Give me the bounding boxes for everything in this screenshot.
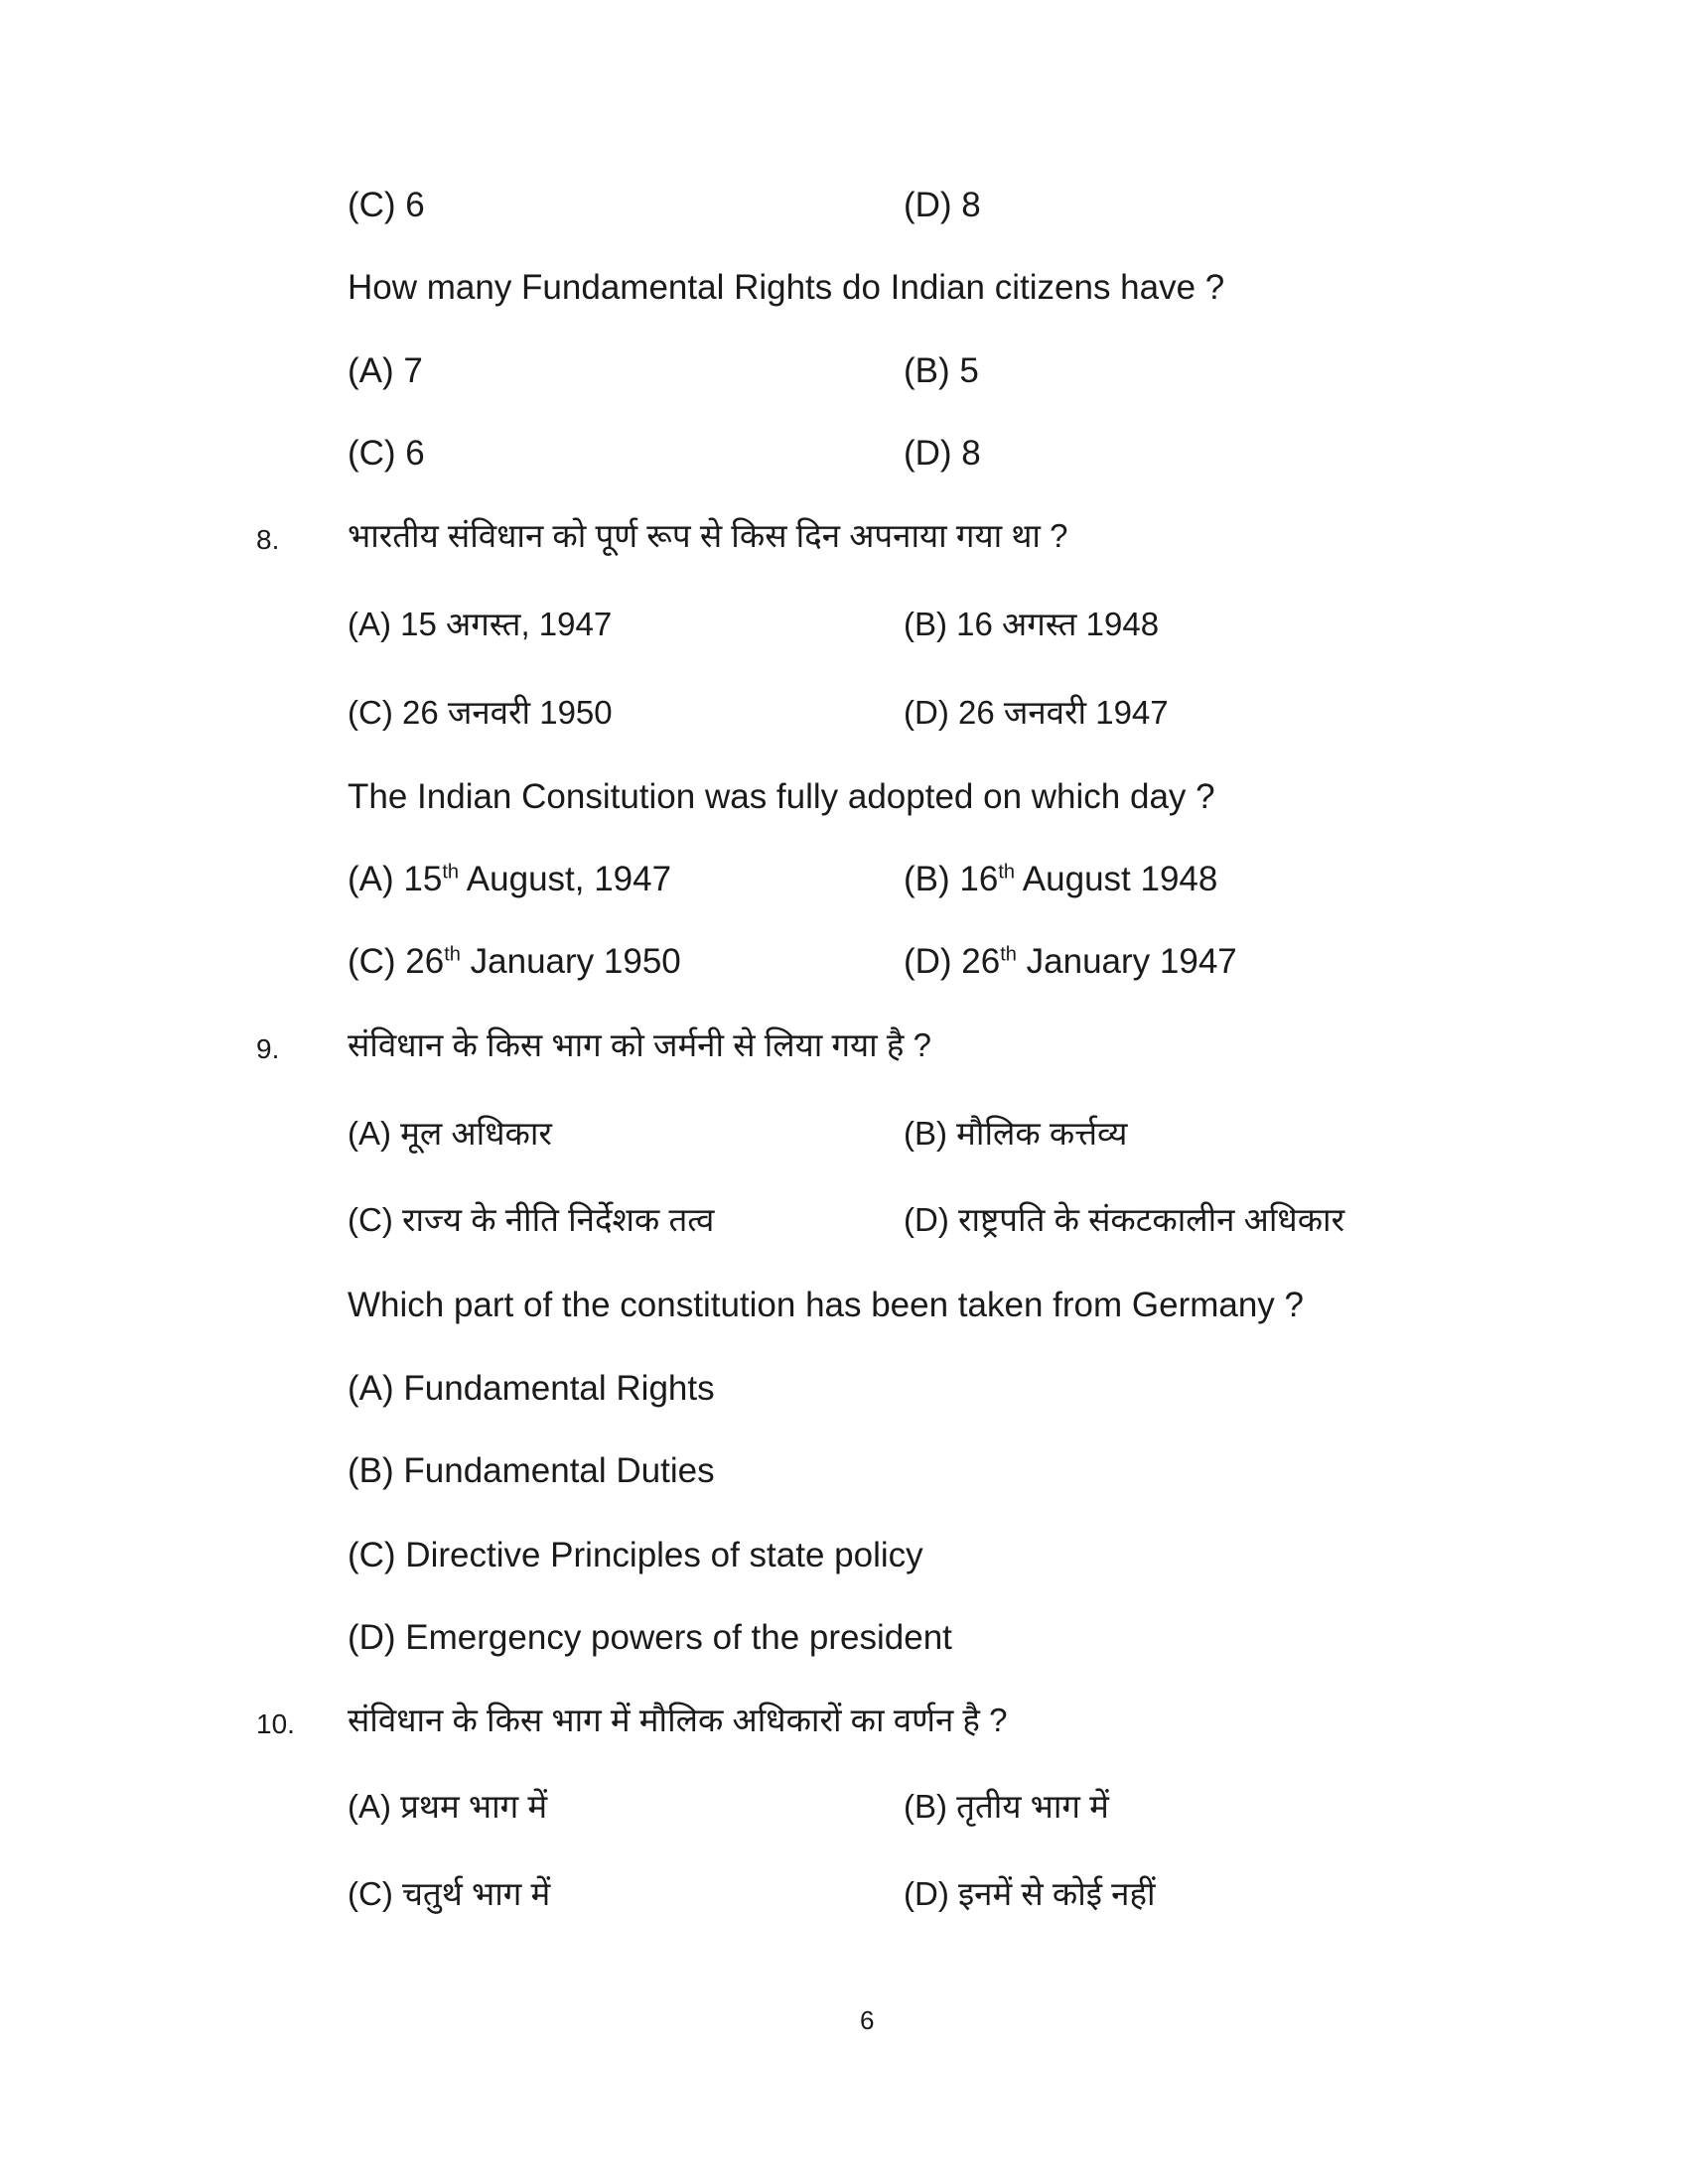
q10-hindi-option-d: (D) इनमें से कोई नहीं [904,1875,1156,1912]
q10-hindi-option-b: (B) तृतीय भाग में [904,1788,1109,1825]
q8-hindi-question: भारतीय संविधान को पूर्ण रूप से किस दिन अपनाया गया था ? [348,517,1068,554]
q10-number: 10. [256,1708,295,1739]
q8-hindi-option-d: (D) 26 जनवरी 1947 [904,694,1169,731]
q8-hindi-option-a: (A) 15 अगस्त, 1947 [348,606,613,642]
q9-hindi-question: संविधान के किस भाग को जर्मनी से लिया गया है ? [348,1026,931,1063]
q9-hindi-option-d: (D) राष्ट्रपति के संकटकालीन अधिकार [904,1201,1345,1238]
q9-hindi-option-b: (B) मौलिक कर्त्तव्य [904,1115,1128,1152]
q8-hindi-option-c: (C) 26 जनवरी 1950 [348,694,613,731]
q7-english-option-a: (A) 7 [348,351,423,390]
q9-hindi-option-a: (A) मूल अधिकार [348,1115,552,1152]
q9-hindi-option-c: (C) राज्य के नीति निर्देशक तत्व [348,1201,715,1238]
q7-english-option-b: (B) 5 [904,351,979,390]
option-text: (A) 15 [348,860,443,898]
q9-english-option-d: (D) Emergency powers of the president [348,1618,952,1657]
q8-english-option-b [904,860,1217,899]
option-text: January 1950 [460,942,681,981]
option-text: January 1947 [1016,942,1237,981]
q9-number: 9. [256,1033,280,1064]
option-text: August, 1947 [459,860,672,898]
q7-english-option-d: (D) 8 [904,434,981,473]
q8-english-question: The Indian Consitution was fully adopted on which day ? [348,777,1215,816]
q10-hindi-question: संविधान के किस भाग में मौलिक अधिकारों का वर्णन है ? [348,1702,1008,1738]
q10-hindi-option-c: (C) चतुर्थ भाग में [348,1875,551,1912]
q9-english-option-c: (C) Directive Principles of state policy [348,1536,923,1574]
q9-english-option-a: (A) Fundamental Rights [348,1369,715,1408]
q9-english-option-b: (B) Fundamental Duties [348,1451,715,1490]
q8-english-option-a [348,860,671,899]
q7-english-option-c: (C) 6 [348,434,425,473]
option-text: (C) 26 [348,942,445,981]
ordinal-suffix: th [1000,943,1017,966]
q8-hindi-option-b: (B) 16 अगस्त 1948 [904,606,1160,642]
q10-hindi-option-a: (A) प्रथम भाग में [348,1788,548,1825]
option-text: (D) 26 [904,942,1001,981]
ordinal-suffix: th [998,861,1015,884]
option-text: (B) 16 [904,860,999,898]
option-text: August 1948 [1015,860,1218,898]
q7-hindi-option-d: (D) 8 [904,186,981,224]
q8-number: 8. [256,524,280,555]
ordinal-suffix: th [442,861,459,884]
page-number: 6 [860,2005,875,2035]
q7-hindi-option-c: (C) 6 [348,186,425,224]
q9-english-question: Which part of the constitution has been taken from Germany ? [348,1286,1304,1324]
q8-english-option-c [348,942,681,982]
ordinal-suffix: th [444,943,461,966]
q8-english-option-d [904,942,1237,982]
q7-english-question: How many Fundamental Rights do Indian citizens have ? [348,268,1225,307]
